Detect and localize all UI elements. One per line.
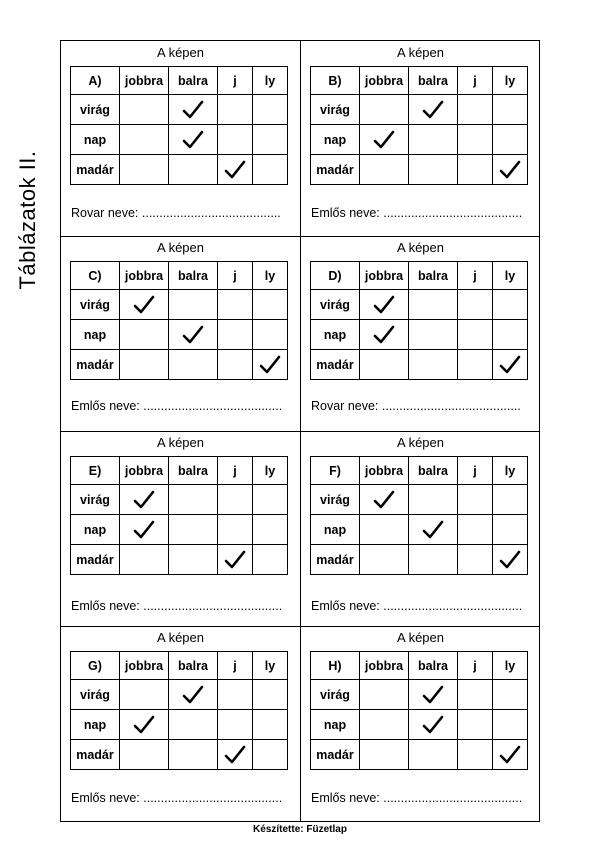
check-cell[interactable] (120, 155, 169, 185)
row-label: virág (71, 680, 120, 710)
check-cell[interactable] (458, 290, 493, 320)
column-header: balra (409, 652, 458, 680)
column-header: jobbra (120, 652, 169, 680)
check-cell[interactable] (360, 155, 409, 185)
column-header: j (458, 67, 493, 95)
row-label: nap (311, 320, 360, 350)
column-header: balra (409, 262, 458, 290)
check-cell[interactable] (458, 545, 493, 575)
column-header: ly (253, 652, 288, 680)
check-icon (182, 130, 204, 150)
column-header: j (458, 262, 493, 290)
check-cell[interactable] (493, 290, 528, 320)
check-cell[interactable] (218, 155, 253, 185)
check-icon (499, 355, 521, 375)
column-header: ly (253, 262, 288, 290)
row-label: madár (311, 155, 360, 185)
check-cell[interactable] (218, 125, 253, 155)
row-label: madár (311, 740, 360, 770)
check-cell[interactable] (253, 350, 288, 380)
check-cell[interactable] (169, 125, 218, 155)
check-cell[interactable] (218, 290, 253, 320)
card-h (301, 626, 540, 821)
row-label: virág (71, 95, 120, 125)
name-answer-line[interactable]: Emlős neve: ........................................ (311, 206, 523, 220)
column-header: jobbra (120, 262, 169, 290)
check-cell[interactable] (493, 515, 528, 545)
check-cell[interactable] (458, 320, 493, 350)
column-header: jobbra (360, 457, 409, 485)
row-label: nap (71, 710, 120, 740)
check-cell[interactable] (253, 320, 288, 350)
check-cell[interactable] (360, 740, 409, 770)
check-cell[interactable] (120, 740, 169, 770)
check-cell[interactable] (409, 155, 458, 185)
check-icon (499, 160, 521, 180)
check-cell[interactable] (458, 155, 493, 185)
check-table (70, 456, 288, 575)
check-cell[interactable] (458, 680, 493, 710)
check-cell[interactable] (169, 290, 218, 320)
card-a (61, 41, 300, 236)
card-b (301, 41, 540, 236)
card-f (301, 431, 540, 626)
column-header: jobbra (360, 67, 409, 95)
check-cell[interactable] (493, 95, 528, 125)
check-cell[interactable] (253, 515, 288, 545)
check-icon (133, 715, 155, 735)
row-label: madár (71, 350, 120, 380)
row-label: virág (71, 485, 120, 515)
check-cell[interactable] (169, 155, 218, 185)
column-header: balra (169, 262, 218, 290)
check-icon (499, 550, 521, 570)
check-cell[interactable] (120, 545, 169, 575)
name-answer-line[interactable]: Emlős neve: ........................................ (71, 599, 283, 613)
row-label: nap (311, 710, 360, 740)
check-cell[interactable] (458, 350, 493, 380)
column-header: balra (169, 652, 218, 680)
check-cell[interactable] (360, 95, 409, 125)
check-cell[interactable] (458, 740, 493, 770)
check-cell[interactable] (360, 125, 409, 155)
check-cell[interactable] (493, 680, 528, 710)
column-header: j (218, 67, 253, 95)
check-table (70, 261, 288, 380)
footer-credit: Készítette: Füzetlap (253, 824, 347, 835)
check-cell[interactable] (253, 545, 288, 575)
check-cell[interactable] (409, 740, 458, 770)
column-header: j (218, 652, 253, 680)
column-header: balra (409, 457, 458, 485)
check-icon (224, 550, 246, 570)
name-answer-line[interactable]: Emlős neve: ........................................ (71, 399, 283, 413)
column-header: ly (253, 457, 288, 485)
check-icon (133, 490, 155, 510)
column-header: ly (253, 67, 288, 95)
check-cell[interactable] (253, 155, 288, 185)
check-cell[interactable] (493, 320, 528, 350)
check-cell[interactable] (218, 680, 253, 710)
column-header: balra (169, 67, 218, 95)
name-answer-line[interactable]: Rovar neve: ........................................ (71, 206, 281, 220)
row-label: nap (71, 320, 120, 350)
column-header: jobbra (120, 67, 169, 95)
check-icon (422, 685, 444, 705)
check-cell[interactable] (218, 485, 253, 515)
row-label: madár (71, 155, 120, 185)
check-cell[interactable] (493, 125, 528, 155)
check-cell[interactable] (360, 485, 409, 515)
check-icon (224, 745, 246, 765)
check-cell[interactable] (218, 320, 253, 350)
check-table (310, 66, 528, 185)
name-answer-line[interactable]: Emlős neve: ........................................ (311, 599, 523, 613)
check-cell[interactable] (120, 710, 169, 740)
check-cell[interactable] (409, 710, 458, 740)
table-label: B) (311, 67, 360, 95)
check-cell[interactable] (409, 485, 458, 515)
check-cell[interactable] (120, 125, 169, 155)
check-cell[interactable] (409, 545, 458, 575)
check-cell[interactable] (169, 95, 218, 125)
check-cell[interactable] (218, 515, 253, 545)
check-cell[interactable] (458, 95, 493, 125)
column-header: ly (493, 262, 528, 290)
check-icon (133, 295, 155, 315)
check-icon (182, 325, 204, 345)
check-cell[interactable] (120, 350, 169, 380)
check-cell[interactable] (493, 350, 528, 380)
check-cell[interactable] (120, 290, 169, 320)
name-answer-line[interactable]: Emlős neve: ........................................ (311, 791, 523, 805)
check-cell[interactable] (169, 350, 218, 380)
check-table (310, 651, 528, 770)
check-cell[interactable] (120, 515, 169, 545)
check-cell[interactable] (360, 515, 409, 545)
check-cell[interactable] (360, 290, 409, 320)
check-cell[interactable] (409, 95, 458, 125)
table-label: H) (311, 652, 360, 680)
check-cell[interactable] (360, 545, 409, 575)
table-label: G) (71, 652, 120, 680)
check-cell[interactable] (120, 485, 169, 515)
check-cell[interactable] (218, 95, 253, 125)
column-header: ly (493, 457, 528, 485)
column-header: jobbra (360, 652, 409, 680)
card-title: A képen (397, 45, 444, 60)
check-cell[interactable] (360, 320, 409, 350)
column-header: j (458, 457, 493, 485)
column-header: ly (493, 67, 528, 95)
check-icon (422, 520, 444, 540)
row-label: virág (311, 680, 360, 710)
check-icon (182, 685, 204, 705)
table-label: F) (311, 457, 360, 485)
card-g (61, 626, 300, 821)
check-cell[interactable] (218, 350, 253, 380)
name-answer-line[interactable]: Emlős neve: ........................................ (71, 791, 283, 805)
check-icon (373, 295, 395, 315)
check-cell[interactable] (169, 515, 218, 545)
row-label: madár (311, 350, 360, 380)
check-cell[interactable] (253, 290, 288, 320)
check-cell[interactable] (360, 710, 409, 740)
column-header: balra (409, 67, 458, 95)
check-cell[interactable] (253, 710, 288, 740)
table-label: C) (71, 262, 120, 290)
check-cell[interactable] (360, 680, 409, 710)
card-title: A képen (157, 435, 204, 450)
check-table (310, 261, 528, 380)
check-cell[interactable] (169, 545, 218, 575)
card-title: A képen (157, 630, 204, 645)
check-cell[interactable] (253, 740, 288, 770)
card-c (61, 236, 300, 431)
card-title: A képen (157, 45, 204, 60)
check-cell[interactable] (493, 740, 528, 770)
column-header: jobbra (360, 262, 409, 290)
row-label: virág (311, 95, 360, 125)
card-title: A képen (157, 240, 204, 255)
column-header: j (218, 262, 253, 290)
check-icon (373, 130, 395, 150)
card-title: A képen (397, 240, 444, 255)
table-label: E) (71, 457, 120, 485)
table-label: A) (71, 67, 120, 95)
row-label: nap (71, 125, 120, 155)
check-icon (224, 160, 246, 180)
check-cell[interactable] (169, 710, 218, 740)
column-header: j (218, 457, 253, 485)
check-icon (499, 745, 521, 765)
row-label: nap (311, 515, 360, 545)
check-cell[interactable] (253, 680, 288, 710)
check-cell[interactable] (169, 485, 218, 515)
check-cell[interactable] (409, 350, 458, 380)
check-table (310, 456, 528, 575)
check-cell[interactable] (120, 95, 169, 125)
card-title: A képen (397, 435, 444, 450)
check-cell[interactable] (169, 320, 218, 350)
check-icon (182, 100, 204, 120)
check-cell[interactable] (458, 485, 493, 515)
row-label: virág (71, 290, 120, 320)
check-cell[interactable] (253, 485, 288, 515)
check-cell[interactable] (409, 680, 458, 710)
row-label: virág (311, 485, 360, 515)
check-icon (373, 325, 395, 345)
check-cell[interactable] (493, 155, 528, 185)
row-label: madár (71, 740, 120, 770)
check-cell[interactable] (458, 125, 493, 155)
check-cell[interactable] (409, 320, 458, 350)
check-icon (422, 100, 444, 120)
check-cell[interactable] (218, 545, 253, 575)
card-d (301, 236, 540, 431)
check-table (70, 66, 288, 185)
card-e (61, 431, 300, 626)
side-title: Táblázatok II. (15, 150, 40, 290)
check-cell[interactable] (120, 680, 169, 710)
check-cell[interactable] (409, 515, 458, 545)
check-cell[interactable] (253, 125, 288, 155)
check-cell[interactable] (218, 740, 253, 770)
check-icon (422, 715, 444, 735)
check-cell[interactable] (218, 710, 253, 740)
row-label: nap (71, 515, 120, 545)
card-title: A képen (397, 630, 444, 645)
check-cell[interactable] (409, 290, 458, 320)
row-label: madár (311, 545, 360, 575)
check-icon (373, 490, 395, 510)
check-cell[interactable] (409, 125, 458, 155)
check-icon (133, 520, 155, 540)
column-header: balra (169, 457, 218, 485)
row-label: nap (311, 125, 360, 155)
check-cell[interactable] (253, 95, 288, 125)
name-answer-line[interactable]: Rovar neve: ........................................ (311, 399, 521, 413)
row-label: virág (311, 290, 360, 320)
check-icon (259, 355, 281, 375)
check-cell[interactable] (458, 515, 493, 545)
column-header: ly (493, 652, 528, 680)
table-label: D) (311, 262, 360, 290)
column-header: jobbra (120, 457, 169, 485)
check-cell[interactable] (169, 680, 218, 710)
check-cell[interactable] (360, 350, 409, 380)
check-cell[interactable] (169, 740, 218, 770)
check-table (70, 651, 288, 770)
check-cell[interactable] (120, 320, 169, 350)
row-label: madár (71, 545, 120, 575)
column-header: j (458, 652, 493, 680)
worksheet (60, 40, 540, 822)
check-cell[interactable] (458, 710, 493, 740)
check-cell[interactable] (493, 485, 528, 515)
check-cell[interactable] (493, 710, 528, 740)
check-cell[interactable] (493, 545, 528, 575)
